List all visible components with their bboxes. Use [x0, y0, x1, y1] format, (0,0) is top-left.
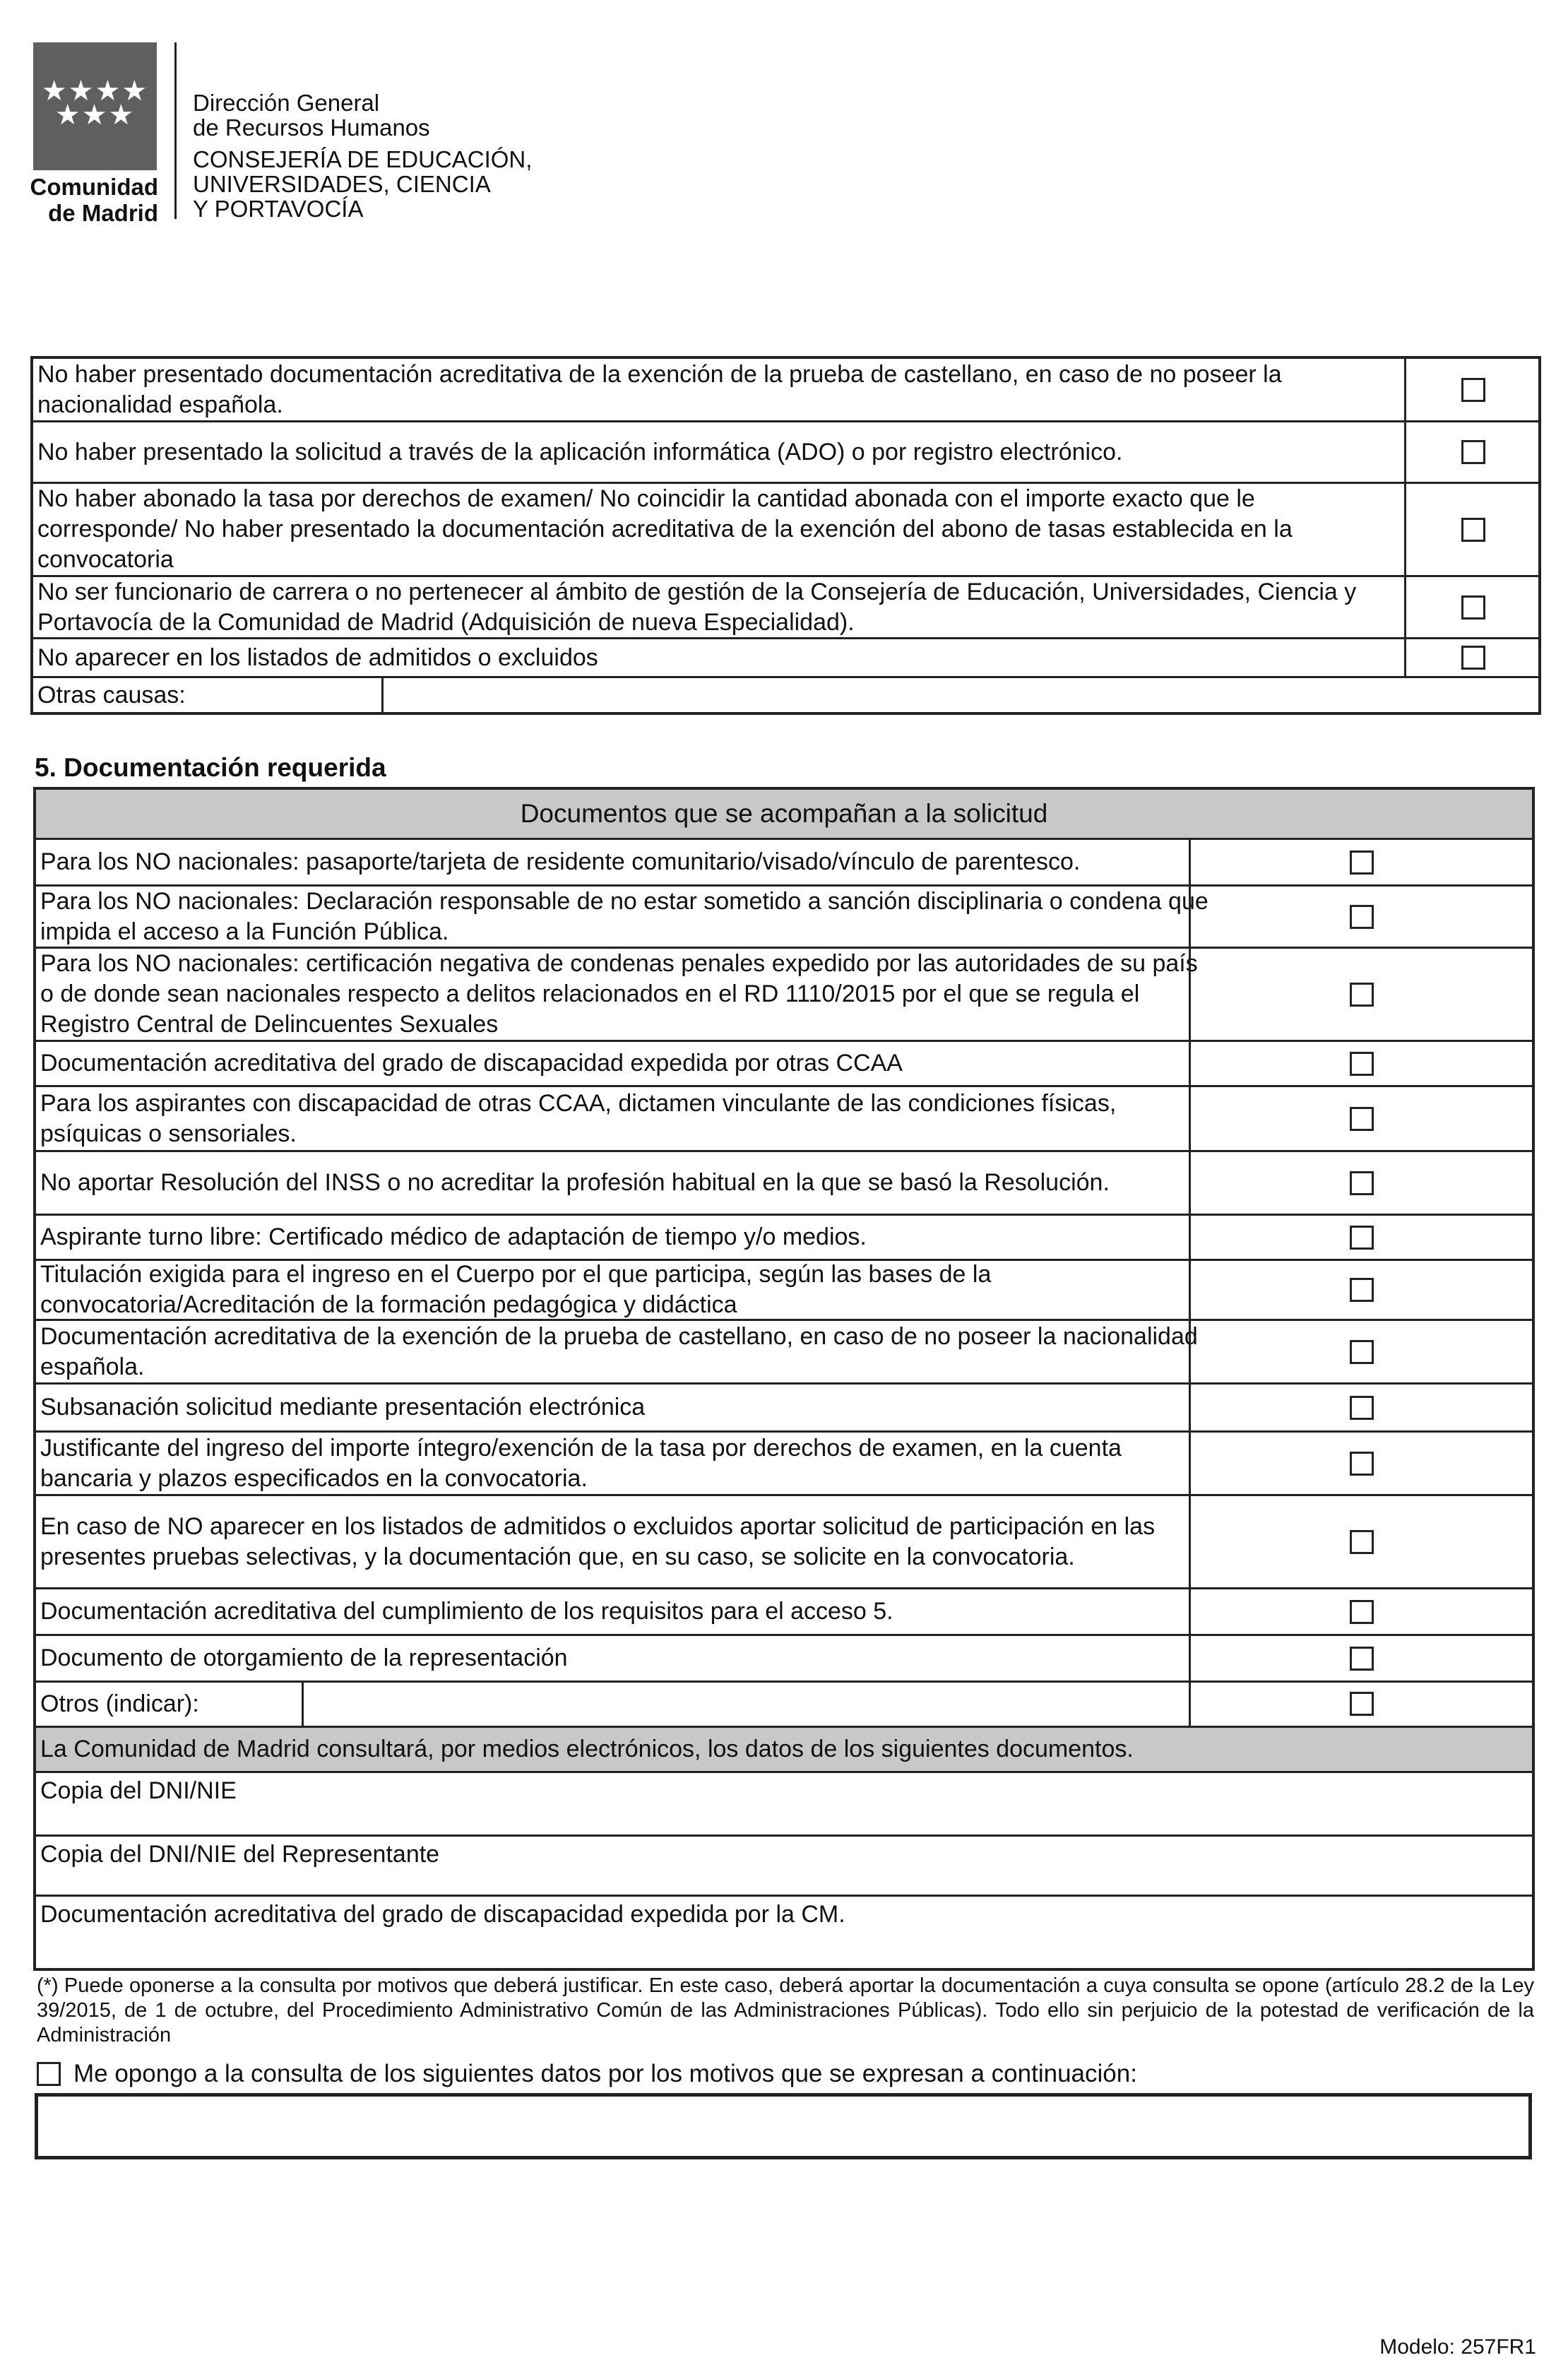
checkbox-cell: [1189, 1261, 1532, 1319]
table-row: [36, 840, 1532, 887]
logo-line: Comunidad: [30, 174, 158, 200]
cause-label: No haber presentado la solicitud a través de la aplicación informática (ADO) o por registro electrónico.: [37, 438, 1123, 466]
other-causes-field[interactable]: [381, 678, 1538, 712]
checkbox-cell: [1404, 359, 1538, 420]
document-label: Documentación acreditativa de la exención de la prueba de castellano, en caso de no poseer la nacionalidad española.: [40, 1322, 1198, 1380]
consult-row: [36, 1897, 1532, 1974]
cause-checkbox[interactable]: [1461, 595, 1485, 620]
oppose-reasons-field[interactable]: [35, 2093, 1532, 2159]
other-causes-row: [33, 678, 1538, 712]
checkbox-cell: [1189, 1216, 1532, 1259]
organization-block: [193, 90, 532, 221]
consult-row: [36, 1773, 1532, 1837]
document-label: Documentación acreditativa del grado de discapacidad expedida por otras CCAA: [40, 1050, 903, 1077]
document-label: Documentación acreditativa del cumplimiento de los requisitos para el acceso 5.: [40, 1598, 893, 1625]
table-row: [36, 1216, 1532, 1261]
document-checkbox[interactable]: [1350, 1171, 1374, 1195]
consult-item-label: Documentación acreditativa del grado de discapacidad expedida por la CM.: [40, 1901, 845, 1928]
table-header-label: Documentos que se acompañan a la solicitud: [520, 799, 1048, 828]
consult-item-label: Copia del DNI/NIE: [40, 1777, 237, 1804]
consult-row: [36, 1837, 1532, 1897]
checkbox-cell: [1189, 840, 1532, 884]
org-line: Y PORTAVOCÍA: [193, 196, 364, 222]
table-row: [36, 887, 1532, 949]
checkbox-cell: [1189, 949, 1532, 1040]
checkbox-cell: [1189, 1042, 1532, 1085]
other-documents-row: [36, 1683, 1532, 1728]
document-label: Para los aspirantes con discapacidad de otras CCAA, dictamen vinculante de las condiciones físicas, psíquicas o sensoriales.: [40, 1089, 1117, 1147]
document-label: En caso de NO aparecer en los listados de admitidos o excluidos aportar solicitud de participación en las presentes pruebas selectivas, y la documentación que, en su caso, se solicite en la convocatoria.: [40, 1512, 1156, 1570]
checkbox-cell: [1189, 1683, 1532, 1726]
comunidad-madrid-logo: [33, 42, 157, 170]
section-5-title: 5. Documentación requerida: [35, 753, 386, 782]
table-row: [33, 422, 1538, 484]
consult-item-label: Copia del DNI/NIE del Representante: [40, 1841, 440, 1868]
cause-checkbox[interactable]: [1461, 518, 1485, 542]
table-row: [36, 1321, 1532, 1385]
document-checkbox[interactable]: [1350, 905, 1374, 929]
document-label: No aportar Resolución del INSS o no acreditar la profesión habitual en la que se basó la Resolución.: [40, 1169, 1110, 1196]
header-divider: [174, 42, 177, 219]
org-line: CONSEJERÍA DE EDUCACIÓN,: [193, 146, 533, 172]
org-line: UNIVERSIDADES, CIENCIA: [193, 171, 491, 197]
document-label: Para los NO nacionales: Declaración responsable de no estar sometido a sanción disciplinaria o condena que impida el acceso a la Función Pública.: [40, 887, 1208, 945]
checkbox-cell: [1189, 1589, 1532, 1634]
footnote: (*) Puede oponerse a la consulta por motivos que deberá justificar. En este caso, deberá aportar la documentación a cuya consulta se opone (artículo 28.2 de la Ley 39/2015, de 1 de octubre, del Procedimiento Administrativo Común de las Administraciones Públicas). Todo ello sin perjuicio de la potestad de verificación de la Administración: [37, 1974, 1534, 2046]
oppose-option[interactable]: [37, 2060, 1137, 2088]
table-row: [36, 1496, 1532, 1589]
document-label: Subsanación solicitud mediante presentación electrónica: [40, 1394, 646, 1421]
table-row: [33, 484, 1538, 577]
logo-line: de Madrid: [48, 200, 158, 226]
table-row: [36, 1152, 1532, 1216]
table-row: [36, 1261, 1532, 1321]
document-checkbox[interactable]: [1350, 1052, 1374, 1076]
oppose-checkbox[interactable]: [37, 2062, 61, 2086]
cause-checkbox[interactable]: [1461, 440, 1485, 464]
cause-checkbox[interactable]: [1461, 646, 1485, 670]
table-row: [36, 1385, 1532, 1433]
table-row: [33, 359, 1538, 422]
cause-label: No haber presentado documentación acreditativa de la exención de la prueba de castellano, en caso de no poseer la nacionalidad española.: [37, 360, 1282, 418]
table-row: [36, 1589, 1532, 1636]
cause-checkbox[interactable]: [1461, 378, 1485, 402]
exclusion-causes-table: [30, 356, 1541, 715]
table-row: [33, 639, 1538, 678]
document-checkbox[interactable]: [1350, 983, 1374, 1007]
checkbox-cell: [1189, 1636, 1532, 1681]
checkbox-cell: [1404, 639, 1538, 676]
document-checkbox[interactable]: [1350, 1452, 1374, 1476]
checkbox-cell: [1189, 1152, 1532, 1214]
document-label: Para los NO nacionales: pasaporte/tarjeta de residente comunitario/visado/vínculo de parentesco.: [40, 848, 1081, 875]
cause-label: No ser funcionario de carrera o no pertenecer al ámbito de gestión de la Consejería de Educación, Universidades, Ciencia y Portavocía de la Comunidad de Madrid (Adquisición de nueva Especialidad).: [37, 578, 1357, 636]
document-checkbox[interactable]: [1350, 850, 1374, 875]
consult-header: [36, 1728, 1532, 1773]
document-label: Justificante del ingreso del importe íntegro/exención de la tasa por derechos de examen, en la cuenta bancaria y plazos especificados en la convocatoria.: [40, 1434, 1122, 1492]
other-documents-label: Otros (indicar):: [40, 1690, 199, 1717]
table-row: [36, 1636, 1532, 1683]
checkbox-cell: [1404, 577, 1538, 637]
consult-header-label: La Comunidad de Madrid consultará, por medios electrónicos, los datos de los siguientes documentos.: [40, 1736, 1134, 1762]
stars-icon: ★★★★ ★★★: [41, 76, 149, 131]
document-label: Aspirante turno libre: Certificado médico de adaptación de tiempo y/o medios.: [40, 1223, 867, 1250]
org-line: de Recursos Humanos: [193, 114, 430, 141]
checkbox-cell: [1404, 484, 1538, 575]
checkbox-cell: [1189, 887, 1532, 947]
document-label: Documento de otorgamiento de la representación: [40, 1644, 568, 1671]
checkbox-cell: [1189, 1321, 1532, 1382]
table-row: [36, 1042, 1532, 1087]
other-causes-label: Otras causas:: [37, 681, 186, 709]
other-documents-field[interactable]: [302, 1683, 1189, 1726]
table-header: [36, 790, 1532, 840]
table-row: [33, 577, 1538, 639]
required-documents-table: [33, 787, 1535, 1971]
oppose-label: Me opongo a la consulta de los siguientes datos por los motivos que se expresan a continuación:: [73, 2060, 1137, 2087]
table-row: [36, 949, 1532, 1042]
document-checkbox[interactable]: [1350, 1107, 1374, 1131]
document-checkbox[interactable]: [1350, 1530, 1374, 1554]
checkbox-cell: [1189, 1385, 1532, 1430]
org-line: Dirección General: [193, 90, 380, 116]
document-checkbox[interactable]: [1350, 1396, 1374, 1420]
checkbox-cell: [1189, 1087, 1532, 1150]
checkbox-cell: [1404, 422, 1538, 482]
document-checkbox[interactable]: [1350, 1600, 1374, 1624]
checkbox-cell: [1189, 1433, 1532, 1494]
table-row: [36, 1433, 1532, 1496]
model-number: Modelo: 257FR1: [1379, 2335, 1536, 2359]
document-checkbox[interactable]: [1350, 1340, 1374, 1364]
table-row: [36, 1087, 1532, 1152]
other-documents-checkbox[interactable]: [1350, 1692, 1374, 1716]
document-label: Para los NO nacionales: certificación negativa de condenas penales expedido por las autoridades de su país o de donde sean nacionales respecto a delitos relacionados en el RD 1110/2015 por el que se regula el Registro Central de Delincuentes Sexuales: [40, 950, 1198, 1038]
document-checkbox[interactable]: [1350, 1226, 1374, 1250]
logo-name: [30, 174, 158, 226]
document-label: Titulación exigida para el ingreso en el Cuerpo por el que participa, según las bases de la convocatoria/Acreditación de la formación pedagógica y didáctica: [40, 1261, 992, 1318]
document-checkbox[interactable]: [1350, 1278, 1374, 1302]
cause-label: No haber abonado la tasa por derechos de examen/ No coincidir la cantidad abonada con el importe exacto que le corresponde/ No haber presentado la documentación acreditativa de la exención del abono de tasas establecida en la convocatoria: [37, 485, 1293, 573]
cause-label: No aparecer en los listados de admitidos o excluidos: [37, 644, 598, 671]
document-checkbox[interactable]: [1350, 1647, 1374, 1671]
checkbox-cell: [1189, 1496, 1532, 1587]
